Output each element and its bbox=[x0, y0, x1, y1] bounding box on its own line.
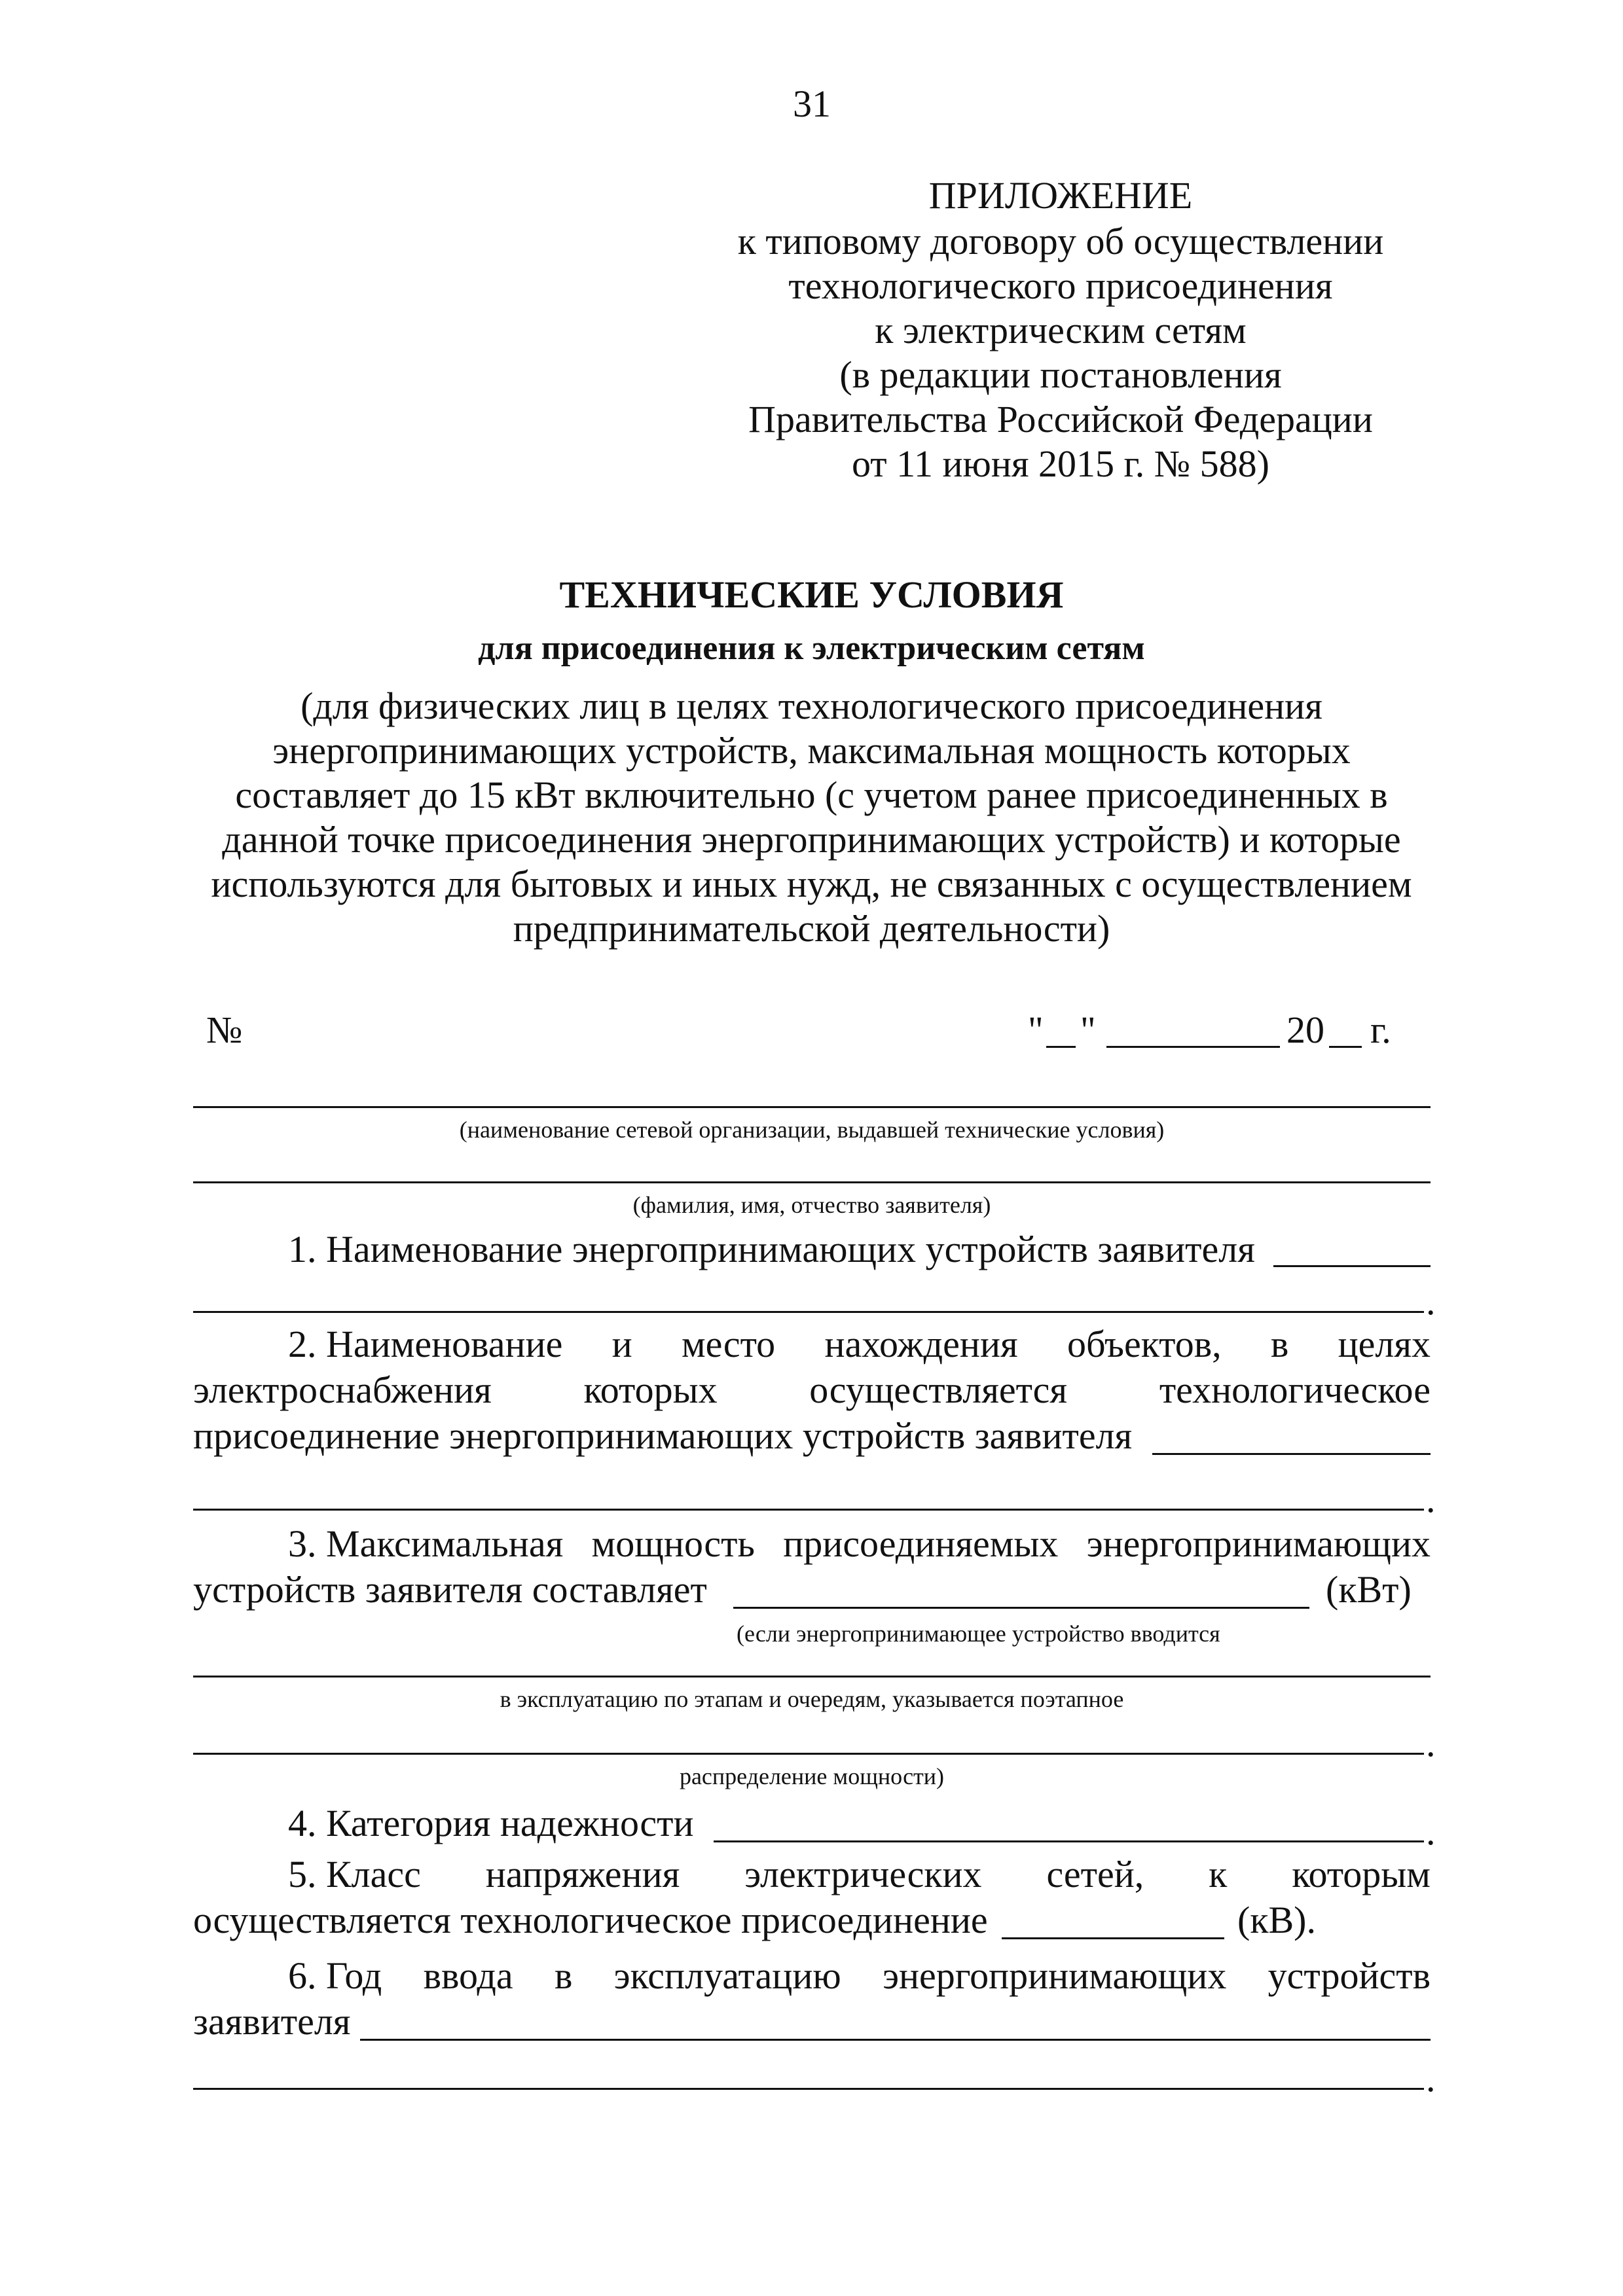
item4-text: 4. Категория надежности bbox=[288, 1802, 694, 1844]
number-label: № bbox=[206, 1009, 243, 1051]
item2-line3: присоединение энергопринимающих устройств заявителя bbox=[193, 1414, 1133, 1457]
item3-field-cont1[interactable] bbox=[193, 1676, 1431, 1677]
item3-line2: устройств заявителя составляет bbox=[193, 1568, 707, 1611]
description-line: составляет до 15 кВт включительно (с учетом ранее присоединенных в bbox=[235, 774, 1388, 816]
date-year-field[interactable] bbox=[1329, 1046, 1362, 1048]
item4-period: . bbox=[1426, 1810, 1436, 1853]
item3-word: 3. Максимальная bbox=[288, 1522, 564, 1565]
item1-period: . bbox=[1426, 1280, 1436, 1323]
item2-word: которых bbox=[583, 1369, 718, 1411]
item3-word: энергопринимающих bbox=[1086, 1522, 1431, 1565]
item4-field[interactable] bbox=[714, 1840, 1424, 1842]
item6-line1 bbox=[288, 1954, 1431, 1997]
item3-field[interactable] bbox=[733, 1607, 1309, 1609]
item6-word: эксплуатацию bbox=[613, 1954, 841, 1997]
item5-word: электрических bbox=[744, 1853, 982, 1895]
item5-line2: осуществляется технологическое присоединение bbox=[193, 1899, 988, 1941]
description-line: данной точке присоединения энергопринимающих устройств) и которые bbox=[222, 818, 1401, 861]
page-number: 31 bbox=[793, 82, 831, 125]
item2-word: и bbox=[611, 1323, 632, 1365]
item6-word: энергопринимающих bbox=[883, 1954, 1227, 1997]
appendix-title: ПРИЛОЖЕНИЕ bbox=[928, 174, 1193, 217]
appendix-line: к электрическим сетям bbox=[875, 309, 1247, 351]
date-day-field[interactable] bbox=[1046, 1046, 1076, 1048]
item1-field-cont[interactable] bbox=[193, 1311, 1424, 1313]
item2-word: 2. Наименование bbox=[288, 1323, 563, 1365]
item6-word: 6. Год bbox=[288, 1954, 382, 1997]
description-line: предпринимательской деятельности) bbox=[513, 907, 1110, 950]
item3-line1 bbox=[288, 1522, 1431, 1565]
network-org-caption: (наименование сетевой организации, выдавшей технические условия) bbox=[459, 1117, 1165, 1143]
item2-word: целях bbox=[1338, 1323, 1431, 1365]
item3-unit: (кВт) bbox=[1326, 1568, 1412, 1611]
item6-word: ввода bbox=[423, 1954, 513, 1997]
applicant-name-field[interactable] bbox=[193, 1181, 1431, 1183]
item6-word: в bbox=[554, 1954, 573, 1997]
description-line: энергопринимающих устройств, максимальная мощность которых bbox=[272, 729, 1351, 772]
item5-line1 bbox=[288, 1853, 1431, 1895]
item1-text: 1. Наименование энергопринимающих устройств заявителя bbox=[288, 1228, 1255, 1270]
item2-field[interactable] bbox=[1152, 1453, 1431, 1455]
item5-field[interactable] bbox=[1002, 1937, 1224, 1939]
appendix-line: технологического присоединения bbox=[788, 264, 1333, 307]
date-quote-close: " bbox=[1080, 1009, 1096, 1051]
applicant-name-caption: (фамилия, имя, отчество заявителя) bbox=[632, 1192, 991, 1218]
date-year-suffix: г. bbox=[1370, 1009, 1391, 1051]
document-title: ТЕХНИЧЕСКИЕ УСЛОВИЯ bbox=[559, 573, 1064, 616]
item6-field-cont[interactable] bbox=[193, 2088, 1424, 2090]
description-block bbox=[0, 687, 1623, 954]
item3-note2: в эксплуатацию по этапам и очередям, указывается поэтапное bbox=[500, 1686, 1124, 1712]
appendix-line: от 11 июня 2015 г. № 588) bbox=[852, 442, 1269, 485]
item2-word: нахождения bbox=[824, 1323, 1018, 1365]
appendix-line: Правительства Российской Федерации bbox=[748, 398, 1373, 440]
item3-word: мощность bbox=[591, 1522, 755, 1565]
item6-line2: заявителя bbox=[193, 2000, 351, 2043]
item3-period: . bbox=[1426, 1722, 1436, 1765]
date-quote-open: " bbox=[1028, 1009, 1044, 1051]
item5-word: сетей, bbox=[1046, 1853, 1144, 1895]
description-line: используются для бытовых и иных нужд, не связанных с осуществлением bbox=[211, 863, 1412, 905]
item2-word: осуществляется bbox=[809, 1369, 1068, 1411]
description-line: (для физических лиц в целях технологического присоединения bbox=[301, 685, 1322, 727]
item2-period: . bbox=[1426, 1478, 1436, 1520]
document-subtitle: для присоединения к электрическим сетям bbox=[478, 630, 1145, 667]
item2-word: технологическое bbox=[1159, 1369, 1431, 1411]
item2-word: в bbox=[1270, 1323, 1289, 1365]
appendix-line: (в редакции постановления bbox=[839, 353, 1282, 396]
item5-unit: (кВ). bbox=[1237, 1899, 1316, 1941]
appendix-line: к типовому договору об осуществлении bbox=[737, 220, 1384, 262]
item3-note1: (если энергопринимающее устройство вводится bbox=[737, 1621, 1220, 1647]
item2-word: место bbox=[681, 1323, 776, 1365]
item6-field[interactable] bbox=[360, 2039, 1431, 2041]
item1-field[interactable] bbox=[1273, 1265, 1431, 1267]
item2-word: электроснабжения bbox=[193, 1369, 492, 1411]
item5-word: к bbox=[1209, 1853, 1228, 1895]
item5-word: напряжения bbox=[485, 1853, 680, 1895]
item2-line1 bbox=[288, 1325, 1431, 1363]
network-org-field[interactable] bbox=[193, 1106, 1431, 1108]
item3-field-cont2[interactable] bbox=[193, 1753, 1424, 1755]
item5-word: которым bbox=[1292, 1853, 1431, 1895]
item5-word: 5. Класс bbox=[288, 1853, 421, 1895]
date-month-field[interactable] bbox=[1106, 1046, 1280, 1048]
item3-note3: распределение мощности) bbox=[679, 1763, 945, 1789]
appendix-block bbox=[720, 174, 1401, 490]
item3-word: присоединяемых bbox=[783, 1522, 1059, 1565]
item2-line2 bbox=[193, 1371, 1431, 1409]
date-year-prefix: 20 bbox=[1286, 1009, 1324, 1051]
item6-word: устройств bbox=[1267, 1954, 1431, 1997]
item2-field-cont[interactable] bbox=[193, 1509, 1424, 1511]
item2-word: объектов, bbox=[1067, 1323, 1222, 1365]
item6-period: . bbox=[1426, 2057, 1436, 2100]
